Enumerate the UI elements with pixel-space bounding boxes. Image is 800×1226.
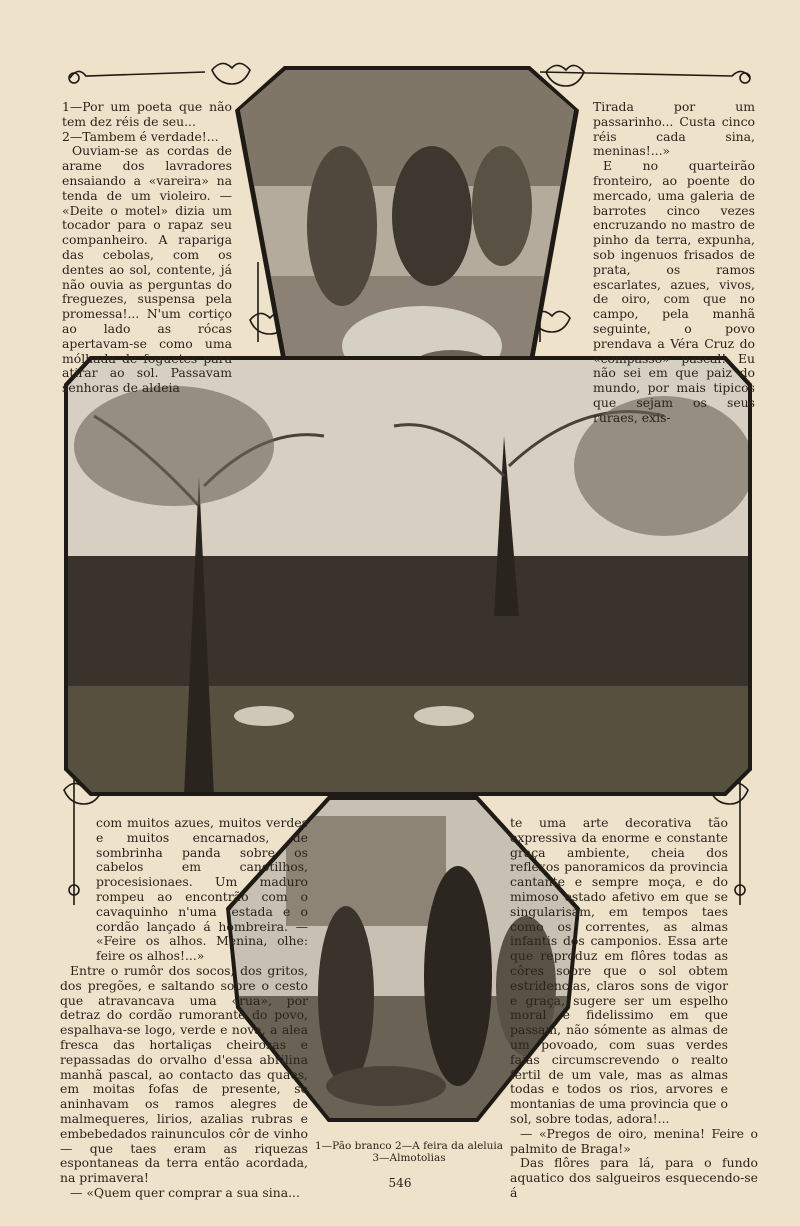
text-column-lower-left [60, 816, 308, 1201]
paragraph: com muitos azues, muitos verdes e muitos encarnados, de sombrinha panda sobre os cabelos em canotilhos, procesisionaes. Um maduro rompeu ao encontrão com o cavaquinho n'uma festada e o cordão lançado á hombreira. — «Feire os alhos. Menina, olhe: feire os alhos!...» [96, 815, 308, 964]
paragraph: 2—Tambem é verdade!... [62, 128, 219, 144]
text-column-upper-left [62, 100, 232, 396]
text-column-lower-right [510, 816, 758, 1201]
paragraph: — «Quem quer comprar a sua sina... [70, 1184, 300, 1200]
paragraph: Ouviam-se as cordas de arame dos lavradores ensaiando a «vareira» na tenda de um violeiro. — «Deite o motel» dizia um tocador para o rapaz seu companheiro. A rapariga das cebolas, com os dentes ao sol, contente, já não ouvia as perguntas do freguezes, suspensa pela promessa!... N'um cortiço ao lado as rócas apertavam-se como uma mólhada de foguetes para atirar ao sol. Passavam senhoras de aldeia [62, 143, 232, 396]
caption-line-1: 1—Pão branco 2—A feira da aleluia [314, 1140, 504, 1152]
paragraph: Tirada por um passarinho... Custa cinco réis cada sina, meninas!...» [593, 99, 755, 159]
paragraph: E no quarteirão fronteiro, ao poente do mercado, uma galeria de barrotes cinco vezes encruzando no mastro de pinho da terra, expunha, sob ingenuos frisados de prata, os ramos escarlates, azues, vivos, de oiro, com que no campo, pela manhã seguinte, o povo prendava a Véra Cruz do «compasso» pascal! Eu não sei em que paiz do mundo, por mais tipicos que sejam os seus ruraes, exis- [593, 158, 755, 425]
paragraph: 1—Por um poeta que não tem dez réis de seu... [62, 99, 232, 129]
page-number: 546 [388, 1176, 412, 1190]
paragraph: te uma arte decorativa tão expressiva da enorme e constante graça ambiente, cheia dos reflexos panoramicos da provincia cantante e sempre moça, e do mimoso estado afetivo em que se singularisam, em tempos taes como os correntes, as almas infantis dos camponios. Essa arte que reproduz em flôres todas as côres sobre que o sol obtem estridencias, claros sons de vigor e graça, sugere ser um espelho moral e fidelissimo em que passam, não sómente as almas de um povoado, com suas verdes faias circumscrevendo o realto fertil de um vale, mas as almas todas e todos os rios, arvores e montanias de uma provincia que o sol, sobre todas, adora!... [510, 815, 728, 1126]
text-column-upper-right [593, 100, 755, 426]
caption-line-2: 3—Almotolias [372, 1152, 446, 1164]
paragraph: — «Pregos de oiro, menina! Feire o palmito de Braga!» [510, 1125, 758, 1156]
paragraph: Entre o rumôr dos socos, dos gritos, dos pregões, e saltando sobre o cesto que atravancava uma «rua», por detraz do cordão rumorante do povo, espalhava-se logo, verde e nova, a alea fresca das hortaliças cheirosas e repassadas do orvalho d'essa abrilina manhã pascal, ao contacto das quaes, em moitas fofas de presente, se aninhavam os ramos alegres de malmequeres, lirios, azalias rubras e embebedados rainunculos côr de vinho — que taes eram as riquezas espontaneas da terra então acordada, na primavera! [60, 962, 308, 1186]
paragraph: Das flôres para lá, para o fundo aquatico dos salgueiros esquecendo-se á [510, 1155, 758, 1200]
photo-caption [306, 1140, 512, 1164]
